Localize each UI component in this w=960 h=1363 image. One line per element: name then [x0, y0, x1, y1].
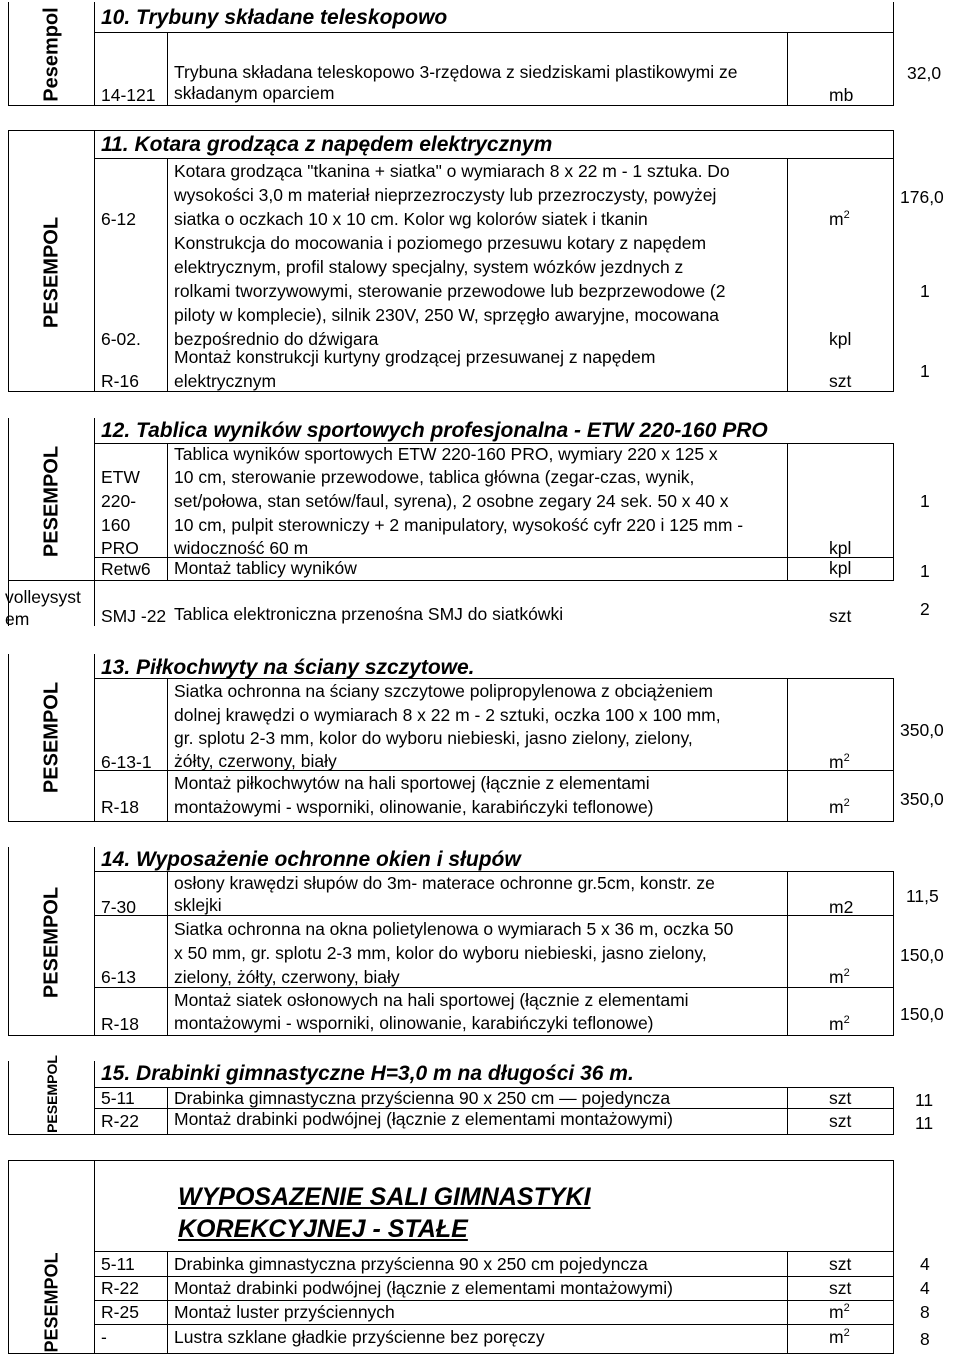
section-11-row-2-desc: piloty w komplecie), silnik 230V, 250 W, sprzęgło awaryjne, mocowana	[174, 305, 720, 325]
section-12-volleysystem-line-1: volleysyst	[5, 587, 81, 607]
section-15-row-1-qty: 11	[915, 1090, 934, 1110]
section-15-row-1-code: 5-11	[101, 1088, 135, 1108]
section-12-row-1-desc: 10 cm, pulpit sterowniczy + 2 manipulatory, wysokość cyfr 220 i 125 mm -	[174, 515, 744, 535]
section-14-title: 14. Wyposażenie ochronne okien i słupów	[101, 848, 521, 871]
section-11-row-2-desc: elektrycznym, profil stalowy specjalny, system wózków jezdnych z	[174, 257, 684, 277]
section-15-side-label: PESEMPOL	[44, 1055, 60, 1133]
section-12-row-3-qty: 2	[920, 599, 930, 619]
section-12-row-1-desc: 10 cm, sterowanie przewodowe, tablica główna (zegar-czas, wynik,	[174, 467, 695, 487]
section-12-row-3-code: SMJ -22	[101, 606, 167, 626]
section-11-row-2-code: 6-02.	[101, 329, 141, 349]
section-korekcyjna-row-3-code: R-25	[101, 1302, 139, 1322]
section-13-side-label: PESEMPOL	[40, 681, 63, 794]
section-10-row-1-desc: Trybuna składana teleskopowo 3-rzędowa z siedziskami plastikowymi ze	[174, 62, 738, 82]
section-13-row-1-desc: dolnej krawędzi o wymiarach 8 x 22 m - 2 sztuki, oczka 100 x 100 mm,	[174, 705, 721, 725]
section-11-row-3-desc: Montaż konstrukcji kurtyny grodzącej przesuwanej z napędem	[174, 347, 656, 367]
section-12-row-1-code: PRO	[101, 538, 139, 558]
section-korekcyjna-row-1-qty: 4	[920, 1254, 930, 1274]
section-11-row-2-unit: kpl	[829, 329, 852, 349]
section-13-row-1-desc: żółty, czerwony, biały	[174, 751, 337, 771]
section-14-row-1-code: 7-30	[101, 897, 137, 917]
section-10-title: 10. Trybuny składane teleskopowo	[101, 6, 448, 29]
section-13-row-1-qty: 350,0	[900, 720, 944, 740]
section-13-row-1-unit: $m^2$	[829, 752, 850, 772]
section-14-row-3-qty: 150,0	[900, 1004, 944, 1024]
section-korekcyjna-row-4-qty: 8	[920, 1329, 930, 1349]
section-korekcyjna-row-3-unit: $m^2$	[829, 1302, 850, 1322]
section-13-row-2-unit: $m^2$	[829, 797, 850, 817]
section-11-side-label: PESEMPOL	[40, 216, 63, 329]
section-14-row-1-desc: sklejki	[174, 895, 222, 915]
section-14-row-3-code: R-18	[101, 1014, 139, 1034]
section-14-row-3-desc: Montaż siatek osłonowych na hali sportowej (łącznie z elementami	[174, 990, 689, 1010]
section-15-row-2-unit: szt	[829, 1111, 852, 1131]
section-12-row-1-desc: set/połowa, stan setów/faul, syrena), 2 osobne zegary 24 sek. 50 x 40 x	[174, 491, 729, 511]
section-13-title: 13. Piłkochwyty na ściany szczytowe.	[101, 656, 475, 679]
section-korekcyjna-row-4-code: -	[101, 1327, 107, 1347]
section-11-row-2-qty: 1	[920, 281, 930, 301]
section-korekcyjna-row-4-unit: $m^2$	[829, 1327, 850, 1347]
section-10-row-1-unit: mb	[829, 85, 854, 105]
section-korekcyjna-row-1-unit: szt	[829, 1254, 852, 1274]
section-13-row-1-code: 6-13-1	[101, 752, 152, 772]
section-15-row-1-unit: szt	[829, 1088, 852, 1108]
section-11-row-3-code: R-16	[101, 371, 139, 391]
section-10-row-1-qty: 32,0	[907, 63, 942, 83]
section-11-row-3-unit: szt	[829, 371, 852, 391]
section-12-row-3-desc: Tablica elektroniczna przenośna SMJ do siatkówki	[174, 604, 564, 624]
section-12-row-1-code: 160	[101, 515, 131, 535]
section-11-row-2-desc: Konstrukcja do mocowania i poziomego przesuwu kotary z napędem	[174, 233, 707, 253]
section-korekcyjna-row-2-desc: Montaż drabinki podwójnej (łącznie z elementami montażowymi)	[174, 1278, 673, 1298]
section-11-row-2-desc: rolkami tworzywowymi, sterowanie przewodowe lub bezprzewodowe (2	[174, 281, 726, 301]
section-korekcyjna-row-2-unit: szt	[829, 1278, 852, 1298]
section-14-row-2-desc: Siatka ochronna na okna polietylenowa o wymiarach 5 x 36 m, oczka 50	[174, 919, 734, 939]
section-korekcyjna-row-2-code: R-22	[101, 1278, 139, 1298]
section-10-row-1-desc: składanym oparciem	[174, 83, 335, 103]
section-15-row-1-desc: Drabinka gimnastyczna przyścienna 90 x 250 cm — pojedyncza	[174, 1088, 671, 1108]
section-14-row-2-desc: x 50 mm, gr. splotu 2-3 mm, kolor do wyboru niebieski, jasno zielony,	[174, 943, 707, 963]
section-11-row-1-desc: wysokości 3,0 m materiał nieprzezroczysty lub przezroczysty, powyżej	[174, 185, 717, 205]
section-13-row-2-desc: montażowymi - wsporniki, olinowanie, karabińczyki teflonowe)	[174, 797, 654, 817]
section-12-row-1-qty: 1	[920, 491, 930, 511]
section-korekcyjna-title-line-1: WYPOSAZENIE SALI GIMNASTYKI	[178, 1183, 591, 1211]
section-12-row-1-unit: kpl	[829, 538, 852, 558]
section-14-row-2-code: 6-13	[101, 967, 137, 987]
section-15-row-2-qty: 11	[915, 1113, 934, 1133]
section-12-row-1-desc: widoczność 60 m	[174, 538, 309, 558]
section-12-row-2-unit: kpl	[829, 558, 852, 578]
section-14-row-3-desc: montażowymi - wsporniki, olinowanie, karabińczyki teflonowe)	[174, 1013, 654, 1033]
section-korekcyjna-row-3-qty: 8	[920, 1302, 930, 1322]
section-korekcyjna-row-4-desc: Lustra szklane gładkie przyścienne bez poręczy	[174, 1327, 545, 1347]
section-korekcyjna-row-2-qty: 4	[920, 1278, 930, 1298]
section-14-row-2-unit: $m^2$	[829, 967, 850, 987]
section-15-row-2-code: R-22	[101, 1111, 139, 1131]
section-12-row-2-qty: 1	[920, 561, 930, 581]
section-15-row-2-desc: Montaż drabinki podwójnej (łącznie z elementami montażowymi)	[174, 1109, 673, 1129]
section-korekcyjna-row-1-desc: Drabinka gimnastyczna przyścienna 90 x 250 cm pojedyncza	[174, 1254, 648, 1274]
section-13-row-2-code: R-18	[101, 797, 139, 817]
section-14-row-1-unit: m2	[829, 897, 854, 917]
section-11-row-1-unit: $m^2$	[829, 209, 850, 229]
section-14-row-1-desc: osłony krawędzi słupów do 3m- materace ochronne gr.5cm, konstr. ze	[174, 873, 715, 893]
section-11-row-1-code: 6-12	[101, 209, 137, 229]
section-11-row-1-qty: 176,0	[900, 187, 944, 207]
section-12-volleysystem-line-2: em	[5, 609, 30, 629]
section-12-title: 12. Tablica wyników sportowych profesjonalna - ETW 220-160 PRO	[101, 419, 768, 442]
section-14-side-label: PESEMPOL	[40, 886, 63, 999]
section-korekcyjna-title-line-2: KOREKCYJNEJ - STAŁE	[178, 1215, 468, 1243]
section-korekcyjna-row-1-code: 5-11	[101, 1254, 135, 1274]
section-14-row-3-unit: $m^2$	[829, 1014, 850, 1034]
section-12-side-label: PESEMPOL	[40, 445, 63, 558]
section-korekcyjna-row-3-desc: Montaż luster przyściennych	[174, 1302, 395, 1322]
section-13-row-1-desc: gr. splotu 2-3 mm, kolor do wyboru niebieski, jasno zielony, zielony,	[174, 728, 693, 748]
section-12-row-2-desc: Montaż tablicy wyników	[174, 558, 357, 578]
section-12-row-3-unit: szt	[829, 606, 852, 626]
section-13-row-2-desc: Montaż piłkochwytów na hali sportowej (łącznie z elementami	[174, 773, 650, 793]
section-12-row-1-code: ETW	[101, 467, 140, 487]
section-14-row-1-qty: 11,5	[906, 886, 939, 906]
section-11-row-3-desc: elektrycznym	[174, 371, 277, 391]
section-14-row-2-qty: 150,0	[900, 945, 944, 965]
section-10-row-1-code: 14-121	[101, 85, 156, 105]
section-13-row-1-desc: Siatka ochronna na ściany szczytowe polipropylenowa z obciążeniem	[174, 681, 713, 701]
section-12-row-1-desc: Tablica wyników sportowych ETW 220-160 PRO, wymiary 220 x 125 x	[174, 444, 718, 464]
section-11-row-1-desc: Kotara grodząca "tkanina + siatka" o wymiarach 8 x 22 m - 1 sztuka. Do	[174, 161, 730, 181]
section-11-row-2-desc: bezpośrednio do dźwigara	[174, 329, 379, 349]
section-korekcyjna-side-label: PESEMPOL	[41, 1252, 62, 1353]
section-15-title: 15. Drabinki gimnastyczne H=3,0 m na długości 36 m.	[101, 1062, 634, 1085]
section-11-title: 11. Kotara grodząca z napędem elektrycznym	[101, 133, 553, 156]
section-12-row-2-code: Retw6	[101, 559, 151, 579]
section-14-row-2-desc: zielony, żółty, czerwony, biały	[174, 967, 400, 987]
section-11-row-3-qty: 1	[920, 361, 930, 381]
section-12-row-1-code: 220-	[101, 491, 137, 511]
section-13-row-2-qty: 350,0	[900, 789, 944, 809]
section-11-row-1-desc: siatka o oczkach 10 x 10 cm. Kolor wg kolorów siatek i tkanin	[174, 209, 648, 229]
section-10-side-label: Pesempol	[40, 7, 63, 102]
